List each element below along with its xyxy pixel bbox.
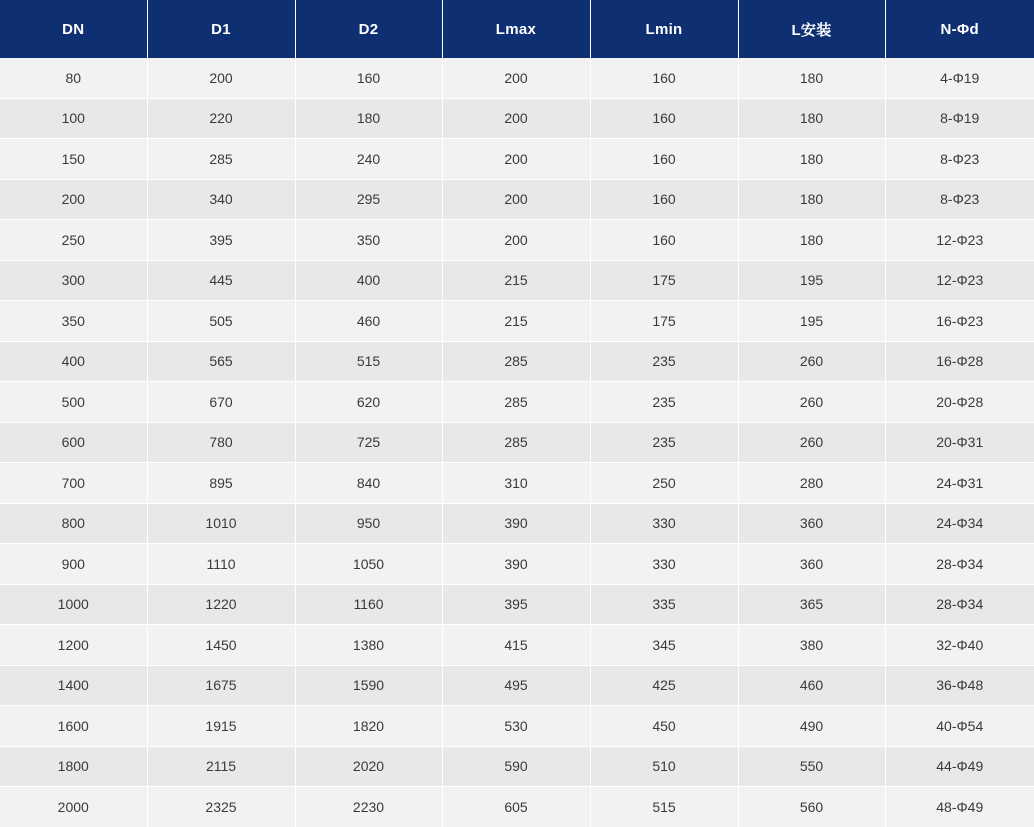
table-cell: 345 xyxy=(590,625,738,666)
table-cell: 215 xyxy=(442,301,590,342)
table-row xyxy=(0,139,1034,180)
table-cell: 200 xyxy=(147,58,295,98)
table-cell: 28-Φ34 xyxy=(885,544,1034,585)
table-cell: 490 xyxy=(738,706,885,747)
table-cell: 260 xyxy=(738,382,885,423)
table-row xyxy=(0,584,1034,625)
table-cell: 250 xyxy=(590,463,738,504)
table-cell: 195 xyxy=(738,301,885,342)
table-row xyxy=(0,98,1034,139)
table-cell: 425 xyxy=(590,665,738,706)
table-cell: 515 xyxy=(590,787,738,827)
table-cell: 495 xyxy=(442,665,590,706)
table-row xyxy=(0,665,1034,706)
table-cell: 560 xyxy=(738,787,885,827)
table-cell: 340 xyxy=(147,179,295,220)
table-cell: 330 xyxy=(590,503,738,544)
table-row xyxy=(0,706,1034,747)
table-cell: 180 xyxy=(738,98,885,139)
table-cell: 8-Φ23 xyxy=(885,139,1034,180)
table-header-row xyxy=(0,0,1034,58)
table-row xyxy=(0,260,1034,301)
table-row xyxy=(0,220,1034,261)
table-cell: 1590 xyxy=(295,665,442,706)
table-cell: 365 xyxy=(738,584,885,625)
table-cell: 670 xyxy=(147,382,295,423)
table-cell: 12-Φ23 xyxy=(885,220,1034,261)
table-cell: 4-Φ19 xyxy=(885,58,1034,98)
column-header-n-phi-d: N-Φd xyxy=(885,0,1034,58)
table-cell: 160 xyxy=(590,98,738,139)
table-cell: 460 xyxy=(738,665,885,706)
table-cell: 280 xyxy=(738,463,885,504)
column-header-l-install: L安装 xyxy=(738,0,885,58)
table-cell: 380 xyxy=(738,625,885,666)
table-cell: 220 xyxy=(147,98,295,139)
table-cell: 260 xyxy=(738,341,885,382)
table-cell: 1450 xyxy=(147,625,295,666)
table-cell: 250 xyxy=(0,220,147,261)
table-cell: 565 xyxy=(147,341,295,382)
column-header-dn: DN xyxy=(0,0,147,58)
table-cell: 285 xyxy=(442,422,590,463)
table-cell: 160 xyxy=(590,179,738,220)
table-body xyxy=(0,58,1034,827)
table-cell: 16-Φ23 xyxy=(885,301,1034,342)
table-cell: 840 xyxy=(295,463,442,504)
table-cell: 150 xyxy=(0,139,147,180)
table-cell: 235 xyxy=(590,341,738,382)
table-cell: 24-Φ34 xyxy=(885,503,1034,544)
column-header-d1: D1 xyxy=(147,0,295,58)
table-cell: 180 xyxy=(738,179,885,220)
table-row xyxy=(0,625,1034,666)
table-cell: 1220 xyxy=(147,584,295,625)
table-cell: 195 xyxy=(738,260,885,301)
table-row xyxy=(0,301,1034,342)
table-cell: 1110 xyxy=(147,544,295,585)
table-cell: 450 xyxy=(590,706,738,747)
table-cell: 1000 xyxy=(0,584,147,625)
table-row xyxy=(0,179,1034,220)
table-cell: 780 xyxy=(147,422,295,463)
table-cell: 620 xyxy=(295,382,442,423)
table-cell: 390 xyxy=(442,503,590,544)
table-cell: 2115 xyxy=(147,746,295,787)
table-cell: 1675 xyxy=(147,665,295,706)
table-cell: 175 xyxy=(590,301,738,342)
table-row xyxy=(0,544,1034,585)
table-cell: 48-Φ49 xyxy=(885,787,1034,827)
table-cell: 2000 xyxy=(0,787,147,827)
table-cell: 2325 xyxy=(147,787,295,827)
table-cell: 395 xyxy=(147,220,295,261)
table-cell: 40-Φ54 xyxy=(885,706,1034,747)
table-cell: 1400 xyxy=(0,665,147,706)
table-cell: 80 xyxy=(0,58,147,98)
table-cell: 235 xyxy=(590,422,738,463)
table-cell: 180 xyxy=(738,139,885,180)
table-cell: 160 xyxy=(590,139,738,180)
table-cell: 1820 xyxy=(295,706,442,747)
table-cell: 240 xyxy=(295,139,442,180)
table-cell: 300 xyxy=(0,260,147,301)
table-cell: 400 xyxy=(295,260,442,301)
table-cell: 200 xyxy=(442,179,590,220)
table-cell: 160 xyxy=(295,58,442,98)
table-cell: 350 xyxy=(0,301,147,342)
table-cell: 310 xyxy=(442,463,590,504)
column-header-lmin: Lmin xyxy=(590,0,738,58)
table-cell: 500 xyxy=(0,382,147,423)
table-cell: 180 xyxy=(738,220,885,261)
table-cell: 390 xyxy=(442,544,590,585)
table-cell: 360 xyxy=(738,544,885,585)
table-cell: 200 xyxy=(442,58,590,98)
table-cell: 550 xyxy=(738,746,885,787)
table-row xyxy=(0,341,1034,382)
table-header xyxy=(0,0,1034,58)
table-cell: 8-Φ23 xyxy=(885,179,1034,220)
table-row xyxy=(0,746,1034,787)
table-cell: 295 xyxy=(295,179,442,220)
table-cell: 28-Φ34 xyxy=(885,584,1034,625)
table-row xyxy=(0,503,1034,544)
table-cell: 215 xyxy=(442,260,590,301)
table-cell: 1050 xyxy=(295,544,442,585)
table-cell: 44-Φ49 xyxy=(885,746,1034,787)
table-cell: 700 xyxy=(0,463,147,504)
table-row xyxy=(0,422,1034,463)
table-row xyxy=(0,58,1034,98)
table-cell: 2020 xyxy=(295,746,442,787)
table-cell: 530 xyxy=(442,706,590,747)
table-cell: 400 xyxy=(0,341,147,382)
table-cell: 505 xyxy=(147,301,295,342)
table-cell: 180 xyxy=(295,98,442,139)
table-cell: 32-Φ40 xyxy=(885,625,1034,666)
table-cell: 515 xyxy=(295,341,442,382)
table-cell: 16-Φ28 xyxy=(885,341,1034,382)
table-cell: 725 xyxy=(295,422,442,463)
column-header-d2: D2 xyxy=(295,0,442,58)
table-cell: 350 xyxy=(295,220,442,261)
table-cell: 180 xyxy=(738,58,885,98)
table-cell: 1010 xyxy=(147,503,295,544)
table-cell: 395 xyxy=(442,584,590,625)
table-cell: 100 xyxy=(0,98,147,139)
table-cell: 330 xyxy=(590,544,738,585)
table-cell: 900 xyxy=(0,544,147,585)
table-cell: 335 xyxy=(590,584,738,625)
table-cell: 1200 xyxy=(0,625,147,666)
table-cell: 1600 xyxy=(0,706,147,747)
table-cell: 1800 xyxy=(0,746,147,787)
table-cell: 800 xyxy=(0,503,147,544)
table-row xyxy=(0,463,1034,504)
table-cell: 200 xyxy=(442,220,590,261)
table-cell: 285 xyxy=(442,382,590,423)
table-cell: 20-Φ31 xyxy=(885,422,1034,463)
table-cell: 415 xyxy=(442,625,590,666)
table-cell: 200 xyxy=(442,139,590,180)
table-cell: 895 xyxy=(147,463,295,504)
table-cell: 360 xyxy=(738,503,885,544)
table-cell: 285 xyxy=(147,139,295,180)
table-cell: 160 xyxy=(590,58,738,98)
table-cell: 600 xyxy=(0,422,147,463)
table-cell: 1915 xyxy=(147,706,295,747)
table-cell: 950 xyxy=(295,503,442,544)
table-cell: 260 xyxy=(738,422,885,463)
table-cell: 445 xyxy=(147,260,295,301)
table-cell: 200 xyxy=(0,179,147,220)
table-cell: 36-Φ48 xyxy=(885,665,1034,706)
table-cell: 12-Φ23 xyxy=(885,260,1034,301)
column-header-lmax: Lmax xyxy=(442,0,590,58)
table-cell: 160 xyxy=(590,220,738,261)
table-cell: 605 xyxy=(442,787,590,827)
table-cell: 200 xyxy=(442,98,590,139)
table-cell: 510 xyxy=(590,746,738,787)
table-cell: 2230 xyxy=(295,787,442,827)
table-row xyxy=(0,382,1034,423)
table-cell: 460 xyxy=(295,301,442,342)
table-row xyxy=(0,787,1034,827)
table-cell: 1380 xyxy=(295,625,442,666)
table-cell: 175 xyxy=(590,260,738,301)
table-cell: 285 xyxy=(442,341,590,382)
table-cell: 24-Φ31 xyxy=(885,463,1034,504)
table-cell: 20-Φ28 xyxy=(885,382,1034,423)
table-cell: 8-Φ19 xyxy=(885,98,1034,139)
table-cell: 590 xyxy=(442,746,590,787)
table-cell: 1160 xyxy=(295,584,442,625)
table-cell: 235 xyxy=(590,382,738,423)
